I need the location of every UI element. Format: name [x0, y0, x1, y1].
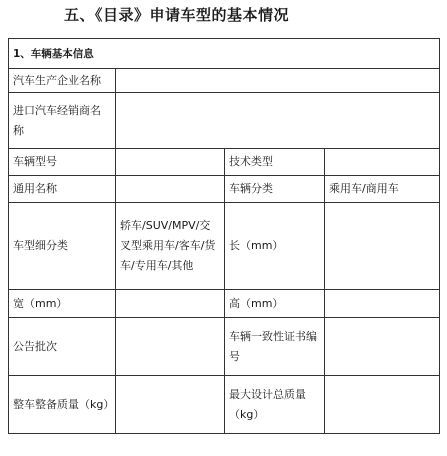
tech-type-value[interactable]: [325, 149, 440, 176]
model-no-value[interactable]: [116, 149, 225, 176]
width-value[interactable]: [116, 290, 225, 318]
curb-weight-label: 整车整备质量（kg）: [9, 376, 116, 434]
max-mass-value[interactable]: [325, 376, 440, 434]
table-row: [9, 149, 440, 176]
importer-value[interactable]: [116, 93, 440, 149]
table-row: [9, 203, 440, 290]
subcategory-options: 轿车/SUV/MPV/交叉型乘用车/客车/货车/专用车/其他: [116, 203, 225, 290]
section-header-row: [9, 39, 440, 69]
max-mass-label: 最大设计总质量（kg）: [225, 376, 325, 434]
common-name-value[interactable]: [116, 176, 225, 203]
table-row: [9, 69, 440, 93]
manufacturer-value[interactable]: [116, 69, 440, 93]
tech-type-label: 技术类型: [225, 149, 325, 176]
model-no-label: 车辆型号: [9, 149, 116, 176]
coc-number-label: 车辆一致性证书编号: [225, 318, 325, 376]
page-title: 五、《目录》申请车型的基本情况: [64, 6, 290, 24]
height-value[interactable]: [325, 290, 440, 318]
table-row: [9, 318, 440, 376]
vehicle-info-table: [8, 38, 440, 434]
batch-label: 公告批次: [9, 318, 116, 376]
length-label: 长（mm）: [225, 203, 325, 290]
curb-weight-value[interactable]: [116, 376, 225, 434]
section-header: 1、车辆基本信息: [9, 39, 440, 69]
coc-number-value[interactable]: [325, 318, 440, 376]
height-label: 高（mm）: [225, 290, 325, 318]
batch-value[interactable]: [116, 318, 225, 376]
width-label: 宽（mm）: [9, 290, 116, 318]
table-row: [9, 176, 440, 203]
vehicle-class-value: 乘用车/商用车: [325, 176, 440, 203]
importer-label: 进口汽车经销商名称: [9, 93, 116, 149]
subcategory-label: 车型细分类: [9, 203, 116, 290]
table-row: [9, 376, 440, 434]
length-value[interactable]: [325, 203, 440, 290]
vehicle-class-label: 车辆分类: [225, 176, 325, 203]
table-row: [9, 93, 440, 149]
common-name-label: 通用名称: [9, 176, 116, 203]
table-row: [9, 290, 440, 318]
manufacturer-label: 汽车生产企业名称: [9, 69, 116, 93]
